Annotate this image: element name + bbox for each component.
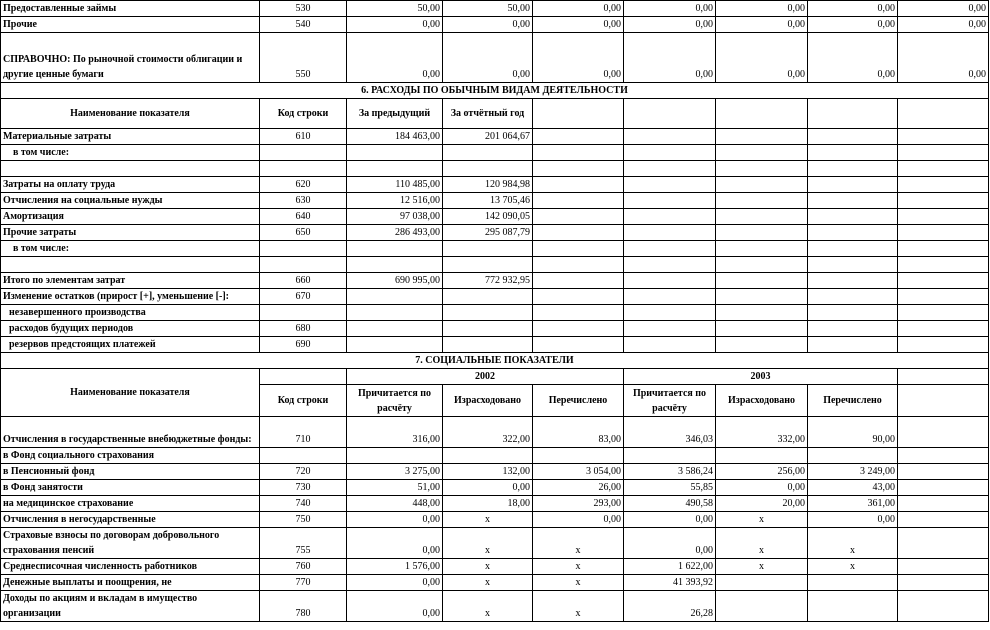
empty-cell <box>624 161 716 177</box>
value-cell: 0,00 <box>898 33 989 83</box>
header-prev: За предыдущий <box>347 99 443 129</box>
value-cell <box>808 575 898 591</box>
value-cell: 0,00 <box>347 528 443 559</box>
value-cell: 490,58 <box>624 496 716 512</box>
empty-cell <box>533 337 624 353</box>
empty-cell <box>808 305 898 321</box>
table-row <box>1 591 989 622</box>
table-row <box>1 257 989 273</box>
value-cell <box>716 575 808 591</box>
empty-cell <box>624 99 716 129</box>
row-code <box>260 257 347 273</box>
value-cell: 0,00 <box>624 528 716 559</box>
value-cell: 50,00 <box>347 1 443 17</box>
value-curr: 13 705,46 <box>443 193 533 209</box>
row-code: 755 <box>260 528 347 559</box>
empty-cell <box>898 305 989 321</box>
table-row <box>1 17 989 33</box>
value-cell: 0,00 <box>347 512 443 528</box>
value-cell <box>443 448 533 464</box>
value-cell: 132,00 <box>443 464 533 480</box>
empty-cell <box>716 209 808 225</box>
year-2002: 2002 <box>347 369 624 385</box>
row-code: 730 <box>260 480 347 496</box>
empty-cell <box>533 129 624 145</box>
empty-cell <box>533 193 624 209</box>
empty-cell <box>808 289 898 305</box>
table-row <box>1 83 989 99</box>
row-label: резервов предстоящих платежей <box>1 337 260 353</box>
empty-cell <box>898 193 989 209</box>
section-title: 7. СОЦИАЛЬНЫЕ ПОКАЗАТЕЛИ <box>1 353 989 369</box>
value-cell: 0,00 <box>533 33 624 83</box>
empty-cell <box>533 321 624 337</box>
empty-cell <box>716 337 808 353</box>
empty-cell <box>808 321 898 337</box>
value-cell: x <box>443 575 533 591</box>
row-label: Амортизация <box>1 209 260 225</box>
value-cell: 316,00 <box>347 417 443 448</box>
empty-cell <box>533 99 624 129</box>
empty-cell <box>716 99 808 129</box>
header-due: Причитается по расчёту <box>624 385 716 417</box>
row-code: 680 <box>260 321 347 337</box>
header-due: Причитается по расчёту <box>347 385 443 417</box>
empty-cell <box>624 193 716 209</box>
table-row <box>1 161 989 177</box>
row-label: Отчисления в негосударственные <box>1 512 260 528</box>
empty-cell <box>716 257 808 273</box>
table-row <box>1 177 989 193</box>
value-cell: 256,00 <box>716 464 808 480</box>
row-code: 780 <box>260 591 347 622</box>
empty-cell <box>898 480 989 496</box>
row-code: 760 <box>260 559 347 575</box>
value-cell: 361,00 <box>808 496 898 512</box>
empty-cell <box>533 273 624 289</box>
empty-cell <box>898 209 989 225</box>
value-cell: x <box>443 512 533 528</box>
table-row <box>1 512 989 528</box>
empty-cell <box>898 512 989 528</box>
empty-cell <box>898 385 989 417</box>
value-cell: 3 249,00 <box>808 464 898 480</box>
empty-cell <box>624 321 716 337</box>
empty-cell <box>533 145 624 161</box>
empty-cell <box>898 369 989 385</box>
row-label <box>1 161 260 177</box>
table-row <box>1 241 989 257</box>
empty-cell <box>716 241 808 257</box>
row-code: 770 <box>260 575 347 591</box>
table-row <box>1 1 989 17</box>
empty-cell <box>533 225 624 241</box>
value-cell: 0,00 <box>347 33 443 83</box>
value-cell: 0,00 <box>624 1 716 17</box>
empty-cell <box>716 225 808 241</box>
empty-cell <box>716 321 808 337</box>
empty-cell <box>624 305 716 321</box>
value-curr <box>443 257 533 273</box>
value-cell: 3 586,24 <box>624 464 716 480</box>
empty-cell <box>624 145 716 161</box>
value-cell <box>533 448 624 464</box>
empty-cell <box>898 417 989 448</box>
row-code: 660 <box>260 273 347 289</box>
row-code <box>260 145 347 161</box>
value-prev <box>347 145 443 161</box>
header-name: Наименование показателя <box>1 369 260 417</box>
value-cell: 3 054,00 <box>533 464 624 480</box>
row-label: Денежные выплаты и поощрения, не <box>1 575 260 591</box>
header-code: Код строки <box>260 99 347 129</box>
value-cell: 0,00 <box>716 33 808 83</box>
value-cell: 0,00 <box>716 1 808 17</box>
row-label: расходов будущих периодов <box>1 321 260 337</box>
value-prev <box>347 289 443 305</box>
value-cell: x <box>443 559 533 575</box>
value-cell: 0,00 <box>624 17 716 33</box>
value-cell <box>808 448 898 464</box>
empty-cell <box>533 161 624 177</box>
header-code: Код строки <box>260 385 347 417</box>
empty-cell <box>808 337 898 353</box>
row-code <box>260 448 347 464</box>
table-row <box>1 496 989 512</box>
row-code: 620 <box>260 177 347 193</box>
empty-cell <box>533 209 624 225</box>
row-label: Затраты на оплату труда <box>1 177 260 193</box>
table-row <box>1 464 989 480</box>
row-code: 690 <box>260 337 347 353</box>
value-prev: 97 038,00 <box>347 209 443 225</box>
value-prev: 12 516,00 <box>347 193 443 209</box>
table-row <box>1 129 989 145</box>
empty-cell <box>898 225 989 241</box>
value-cell: 0,00 <box>443 480 533 496</box>
empty-cell <box>716 145 808 161</box>
empty-cell <box>898 257 989 273</box>
value-cell: 18,00 <box>443 496 533 512</box>
value-cell: 41 393,92 <box>624 575 716 591</box>
table-row <box>1 353 989 369</box>
value-curr <box>443 305 533 321</box>
value-cell: 0,00 <box>443 17 533 33</box>
row-label: СПРАВОЧНО: По рыночной стоимости облигации и другие ценные бумаги <box>1 33 260 83</box>
row-label: в Фонд занятости <box>1 480 260 496</box>
row-label: Прочие затраты <box>1 225 260 241</box>
empty-cell <box>898 591 989 622</box>
empty-cell <box>808 257 898 273</box>
empty-cell <box>808 99 898 129</box>
value-cell: 0,00 <box>808 17 898 33</box>
value-cell: 0,00 <box>443 33 533 83</box>
empty-cell <box>716 305 808 321</box>
value-cell: 0,00 <box>716 480 808 496</box>
empty-cell <box>898 337 989 353</box>
value-prev <box>347 321 443 337</box>
table-row <box>1 305 989 321</box>
value-cell: 1 576,00 <box>347 559 443 575</box>
section-title: 6. РАСХОДЫ ПО ОБЫЧНЫМ ВИДАМ ДЕЯТЕЛЬНОСТИ <box>1 83 989 99</box>
value-cell: 20,00 <box>716 496 808 512</box>
value-prev <box>347 305 443 321</box>
value-cell: x <box>443 591 533 622</box>
row-label: на медицинское страхование <box>1 496 260 512</box>
empty-cell <box>898 559 989 575</box>
empty-cell <box>898 241 989 257</box>
header-curr: За отчётный год <box>443 99 533 129</box>
empty-cell <box>716 177 808 193</box>
empty-cell <box>716 273 808 289</box>
year-2003: 2003 <box>624 369 898 385</box>
row-label: Материальные затраты <box>1 129 260 145</box>
empty-cell <box>898 273 989 289</box>
value-prev <box>347 241 443 257</box>
table-row <box>1 145 989 161</box>
value-cell <box>716 448 808 464</box>
empty-cell <box>898 177 989 193</box>
row-label: в Фонд социального страхования <box>1 448 260 464</box>
value-cell <box>716 591 808 622</box>
empty-cell <box>808 145 898 161</box>
empty-cell <box>898 99 989 129</box>
value-cell: 0,00 <box>898 1 989 17</box>
table-row <box>1 99 989 129</box>
value-cell <box>347 448 443 464</box>
row-label <box>1 257 260 273</box>
value-cell: 55,85 <box>624 480 716 496</box>
value-cell: 90,00 <box>808 417 898 448</box>
value-cell: 3 275,00 <box>347 464 443 480</box>
value-cell: 448,00 <box>347 496 443 512</box>
value-curr <box>443 145 533 161</box>
table-row <box>1 273 989 289</box>
value-curr: 201 064,67 <box>443 129 533 145</box>
value-cell: 0,00 <box>533 17 624 33</box>
value-curr: 295 087,79 <box>443 225 533 241</box>
value-cell: x <box>533 591 624 622</box>
empty-cell <box>624 177 716 193</box>
value-cell: x <box>808 559 898 575</box>
table-row <box>1 480 989 496</box>
value-cell: x <box>533 575 624 591</box>
value-cell: 26,00 <box>533 480 624 496</box>
value-cell: x <box>716 528 808 559</box>
value-curr <box>443 161 533 177</box>
row-code: 740 <box>260 496 347 512</box>
value-prev <box>347 161 443 177</box>
empty-cell <box>898 464 989 480</box>
table-row <box>1 528 989 559</box>
row-label: Прочие <box>1 17 260 33</box>
value-prev: 184 463,00 <box>347 129 443 145</box>
value-curr <box>443 321 533 337</box>
value-cell: 83,00 <box>533 417 624 448</box>
empty-cell <box>808 177 898 193</box>
value-cell: 43,00 <box>808 480 898 496</box>
empty-cell <box>808 161 898 177</box>
value-curr: 120 984,98 <box>443 177 533 193</box>
value-cell: 332,00 <box>716 417 808 448</box>
value-prev: 286 493,00 <box>347 225 443 241</box>
row-label: Отчисления на социальные нужды <box>1 193 260 209</box>
value-cell: x <box>533 559 624 575</box>
table-row <box>1 225 989 241</box>
row-code: 610 <box>260 129 347 145</box>
empty-cell <box>624 257 716 273</box>
value-cell: x <box>716 559 808 575</box>
row-label: Итого по элементам затрат <box>1 273 260 289</box>
value-cell <box>624 448 716 464</box>
value-cell: 0,00 <box>533 512 624 528</box>
value-cell: x <box>443 528 533 559</box>
table-row <box>1 33 989 83</box>
row-code <box>260 305 347 321</box>
value-cell: 1 622,00 <box>624 559 716 575</box>
value-cell: 0,00 <box>347 575 443 591</box>
row-code <box>260 161 347 177</box>
empty-cell <box>624 337 716 353</box>
row-label: Предоставленные займы <box>1 1 260 17</box>
empty-cell <box>624 129 716 145</box>
header-spent: Израсходовано <box>716 385 808 417</box>
header-name: Наименование показателя <box>1 99 260 129</box>
value-prev: 110 485,00 <box>347 177 443 193</box>
value-prev <box>347 257 443 273</box>
empty-cell <box>533 241 624 257</box>
empty-cell <box>624 289 716 305</box>
row-label: Среднесписочная численность работников <box>1 559 260 575</box>
empty-cell <box>533 177 624 193</box>
empty-cell <box>898 161 989 177</box>
empty-cell <box>533 305 624 321</box>
empty-cell <box>716 129 808 145</box>
row-code: 650 <box>260 225 347 241</box>
value-cell: 0,00 <box>624 33 716 83</box>
value-cell: 0,00 <box>808 33 898 83</box>
value-cell: 50,00 <box>443 1 533 17</box>
value-curr: 142 090,05 <box>443 209 533 225</box>
empty-cell <box>624 241 716 257</box>
row-code: 530 <box>260 1 347 17</box>
value-prev: 690 995,00 <box>347 273 443 289</box>
empty-cell <box>624 225 716 241</box>
empty-cell <box>808 241 898 257</box>
value-curr <box>443 289 533 305</box>
table-row <box>1 559 989 575</box>
value-cell: 26,28 <box>624 591 716 622</box>
empty-cell <box>808 193 898 209</box>
empty-cell <box>898 448 989 464</box>
table-row <box>1 369 989 385</box>
table-row <box>1 321 989 337</box>
row-label: в том числе: <box>1 241 260 257</box>
empty-cell <box>808 273 898 289</box>
value-cell: 0,00 <box>716 17 808 33</box>
row-code: 720 <box>260 464 347 480</box>
row-code: 630 <box>260 193 347 209</box>
empty-cell <box>624 273 716 289</box>
value-cell <box>808 591 898 622</box>
row-code: 550 <box>260 33 347 83</box>
table-row <box>1 289 989 305</box>
value-prev <box>347 337 443 353</box>
value-cell: 0,00 <box>808 512 898 528</box>
value-cell: 0,00 <box>808 1 898 17</box>
row-code: 670 <box>260 289 347 305</box>
table-row <box>1 575 989 591</box>
row-code <box>260 241 347 257</box>
empty-cell <box>716 289 808 305</box>
row-code: 750 <box>260 512 347 528</box>
value-curr <box>443 337 533 353</box>
table-row <box>1 209 989 225</box>
value-cell: 0,00 <box>533 1 624 17</box>
table-row <box>1 417 989 448</box>
row-label: в том числе: <box>1 145 260 161</box>
table-row <box>1 448 989 464</box>
empty-cell <box>898 528 989 559</box>
value-cell: 293,00 <box>533 496 624 512</box>
empty-cell <box>533 289 624 305</box>
header-spent: Израсходовано <box>443 385 533 417</box>
value-cell: 322,00 <box>443 417 533 448</box>
empty-cell <box>808 225 898 241</box>
empty-cell <box>898 321 989 337</box>
row-label: Доходы по акциям и вкладам в имущество организации <box>1 591 260 622</box>
value-cell: x <box>808 528 898 559</box>
row-label: Изменение остатков (прирост [+], уменьшение [-]: <box>1 289 260 305</box>
value-cell: x <box>716 512 808 528</box>
row-label: Отчисления в государственные внебюджетные фонды: <box>1 417 260 448</box>
empty-cell <box>898 575 989 591</box>
empty-cell <box>898 129 989 145</box>
row-code: 640 <box>260 209 347 225</box>
row-label: незавершенного производства <box>1 305 260 321</box>
empty-cell <box>808 209 898 225</box>
value-cell: 0,00 <box>347 17 443 33</box>
empty-cell <box>260 369 347 385</box>
empty-cell <box>716 161 808 177</box>
empty-cell <box>898 145 989 161</box>
empty-cell <box>898 496 989 512</box>
value-curr: 772 932,95 <box>443 273 533 289</box>
value-cell: 51,00 <box>347 480 443 496</box>
row-label: в Пенсионный фонд <box>1 464 260 480</box>
value-cell: 0,00 <box>624 512 716 528</box>
row-code: 710 <box>260 417 347 448</box>
empty-cell <box>533 257 624 273</box>
header-paid: Перечислено <box>533 385 624 417</box>
empty-cell <box>624 209 716 225</box>
value-cell: 0,00 <box>347 591 443 622</box>
value-cell: 0,00 <box>898 17 989 33</box>
empty-cell <box>898 289 989 305</box>
header-paid: Перечислено <box>808 385 898 417</box>
table-row <box>1 193 989 209</box>
value-cell: 346,03 <box>624 417 716 448</box>
value-cell: x <box>533 528 624 559</box>
row-code: 540 <box>260 17 347 33</box>
table-row <box>1 337 989 353</box>
row-label: Страховые взносы по договорам добровольного страхования пенсий <box>1 528 260 559</box>
value-curr <box>443 241 533 257</box>
empty-cell <box>808 129 898 145</box>
empty-cell <box>716 193 808 209</box>
